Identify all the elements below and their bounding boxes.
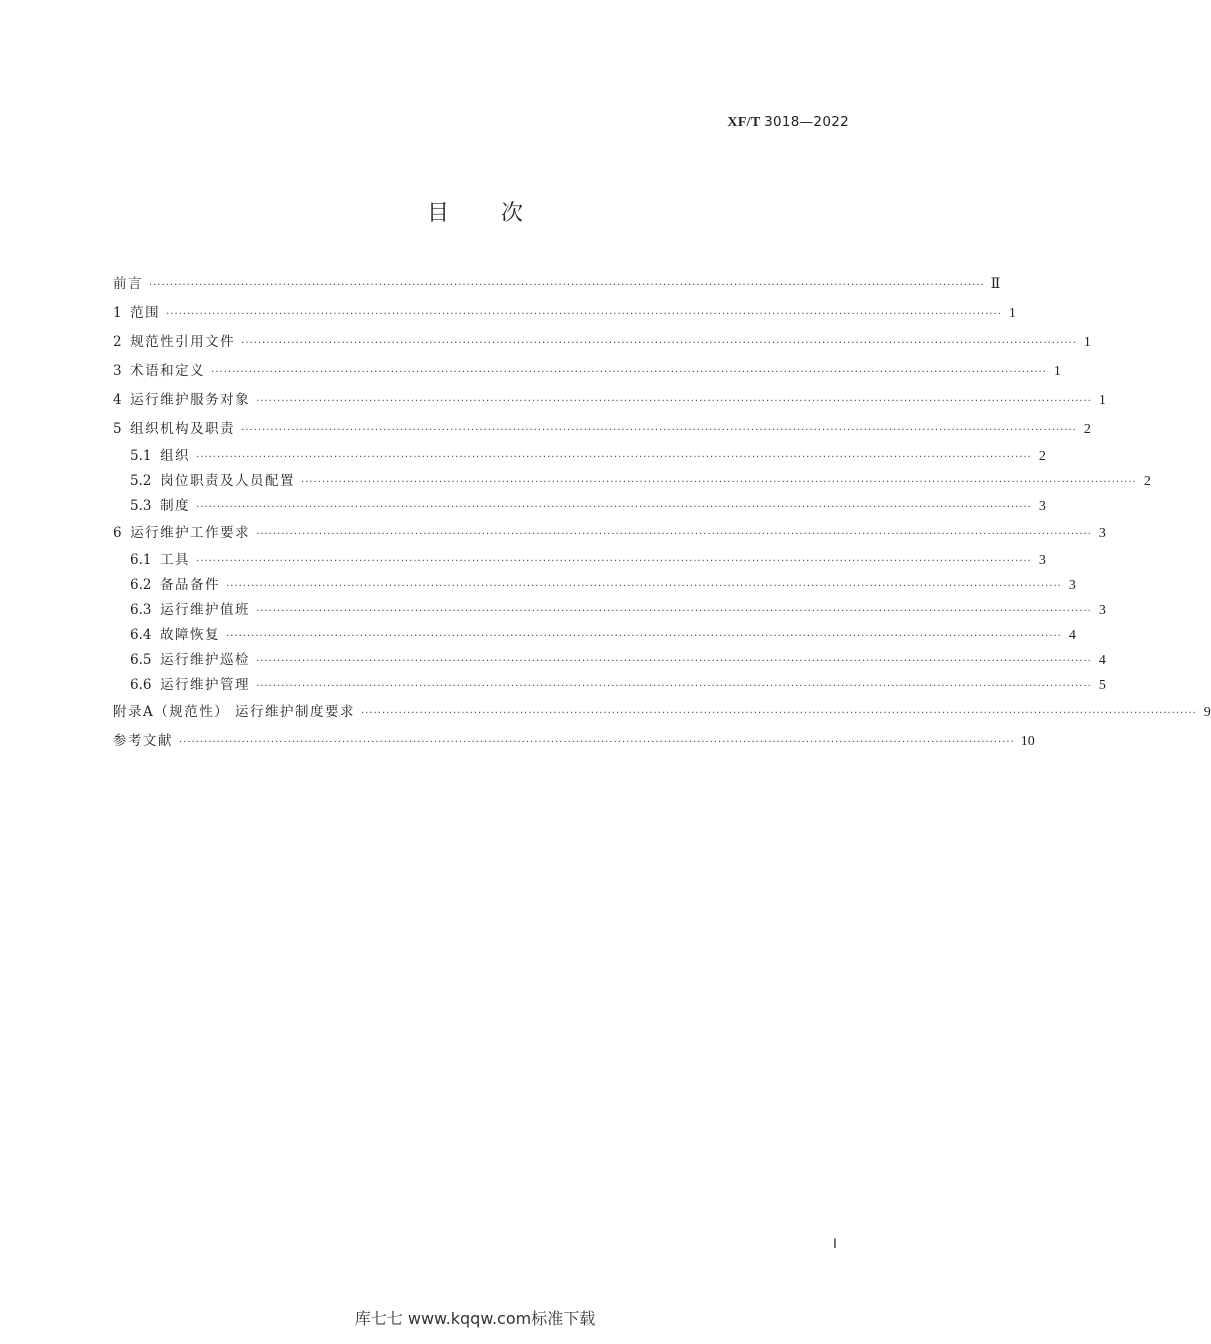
toc-leader-dots: ········································································································································································································: [301, 477, 1137, 488]
table-of-contents: [113, 270, 1211, 756]
toc-entry-page: 3: [1068, 578, 1076, 593]
toc-entry-page: 5: [1098, 678, 1106, 693]
toc-entry[interactable]: [113, 698, 1211, 727]
toc-leader-dots: ········································································································································································································: [196, 502, 1032, 513]
toc-leader-dots: ········································································································································································································: [149, 280, 985, 291]
toc-entry-label: 备品备件: [160, 577, 221, 593]
toc-leader-dots: ········································································································································································································: [196, 556, 1032, 567]
toc-leader-dots: ········································································································································································································: [241, 338, 1077, 349]
toc-entry[interactable]: [113, 386, 1106, 415]
toc-entry-label: 故障恢复: [160, 627, 221, 643]
toc-leader-dots: ········································································································································································································: [361, 708, 1197, 719]
toc-entry-page: 1: [1008, 306, 1016, 321]
toc-entry-number: 4: [113, 392, 131, 408]
toc-entry-label: 工具: [160, 552, 191, 568]
toc-entry-number: 6: [113, 525, 131, 541]
toc-entry-page: 1: [1098, 393, 1106, 408]
toc-entry[interactable]: [113, 357, 1061, 386]
toc-leader-dots: ········································································································································································································: [241, 425, 1077, 436]
toc-entry-label: 运行维护巡检: [160, 652, 251, 668]
toc-entry-page: 3: [1038, 499, 1046, 514]
toc-entry[interactable]: [113, 444, 1046, 469]
toc-entry-label: 运行维护工作要求: [130, 525, 251, 541]
toc-leader-dots: ········································································································································································································: [179, 737, 1015, 748]
toc-entry-number: 6.3: [130, 602, 161, 618]
toc-entry-page: 3: [1098, 526, 1106, 541]
toc-entry-number: 6.4: [130, 627, 161, 643]
toc-entry-number: 1: [113, 305, 131, 321]
toc-entry-page: 9: [1203, 705, 1211, 720]
toc-entry-number: 5.1: [130, 448, 161, 464]
toc-entry-label: 运行维护服务对象: [130, 392, 251, 408]
toc-entry-label: 运行维护管理: [160, 677, 251, 693]
toc-leader-dots: ········································································································································································································: [256, 529, 1092, 540]
toc-leader-dots: ········································································································································································································: [256, 396, 1092, 407]
toc-leader-dots: ········································································································································································································: [226, 581, 1062, 592]
standard-code-number: 3018—2022: [764, 114, 849, 130]
toc-entry[interactable]: [113, 598, 1106, 623]
toc-entry-number: 3: [113, 363, 131, 379]
page-number: Ⅰ: [833, 1236, 837, 1251]
toc-entry[interactable]: [113, 573, 1076, 598]
toc-entry[interactable]: [113, 623, 1076, 648]
toc-entry-label: 规范性引用文件: [130, 334, 236, 350]
toc-entry[interactable]: [113, 494, 1046, 519]
toc-entry-page: 1: [1053, 364, 1061, 379]
standard-code: [727, 114, 849, 131]
toc-entry-page: 10: [1020, 734, 1035, 749]
toc-entry[interactable]: [113, 415, 1091, 444]
toc-entry-number: 5.2: [130, 473, 161, 489]
toc-leader-dots: ········································································································································································································: [256, 681, 1092, 692]
page-title: [0, 196, 950, 227]
toc-entry-number: 5: [113, 421, 131, 437]
toc-entry-number: 6.5: [130, 652, 161, 668]
toc-entry[interactable]: [113, 727, 1035, 756]
toc-entry-number: 6.2: [130, 577, 161, 593]
toc-leader-dots: ········································································································································································································: [256, 656, 1092, 667]
toc-leader-dots: ········································································································································································································: [196, 452, 1032, 463]
toc-entry-label: 范围: [130, 305, 161, 321]
toc-entry-label: 前言: [113, 276, 143, 292]
toc-entry-number: 6.1: [130, 552, 161, 568]
toc-entry-page: 1: [1083, 335, 1091, 350]
toc-entry[interactable]: [113, 548, 1046, 573]
toc-entry-label: 制度: [160, 498, 191, 514]
toc-entry[interactable]: [113, 328, 1091, 357]
toc-entry-page: 2: [1038, 449, 1046, 464]
toc-entry-page: Ⅱ: [990, 276, 1001, 292]
toc-entry-page: 4: [1068, 628, 1076, 643]
toc-entry[interactable]: [113, 270, 1001, 299]
toc-leader-dots: ········································································································································································································: [256, 606, 1092, 617]
watermark-text: 库七七 www.kqqw.com标准下载: [354, 1309, 596, 1328]
toc-entry-label: 附录A（规范性） 运行维护制度要求: [113, 704, 356, 720]
toc-entry-page: 3: [1038, 553, 1046, 568]
toc-leader-dots: ········································································································································································································: [226, 631, 1062, 642]
standard-code-prefix: XF/T: [727, 115, 761, 130]
toc-entry[interactable]: [113, 299, 1016, 328]
toc-entry[interactable]: [113, 469, 1151, 494]
toc-entry-page: 3: [1098, 603, 1106, 618]
toc-entry-page: 4: [1098, 653, 1106, 668]
toc-entry-label: 组织: [160, 448, 191, 464]
page-title-right: 次: [501, 201, 524, 226]
toc-entry-number: 2: [113, 334, 131, 350]
toc-entry-label: 参考文献: [113, 733, 173, 749]
toc-entry-number: 5.3: [130, 498, 161, 514]
toc-leader-dots: ········································································································································································································: [211, 367, 1047, 378]
toc-entry[interactable]: [113, 519, 1106, 548]
toc-entry-label: 组织机构及职责: [130, 421, 236, 437]
toc-entry-page: 2: [1083, 422, 1091, 437]
toc-entry[interactable]: [113, 673, 1106, 698]
toc-entry-label: 运行维护值班: [160, 602, 251, 618]
toc-entry-label: 术语和定义: [130, 363, 206, 379]
toc-entry[interactable]: [113, 648, 1106, 673]
toc-entry-label: 岗位职责及人员配置: [160, 473, 296, 489]
toc-leader-dots: ········································································································································································································: [166, 309, 1002, 320]
toc-entry-number: 6.6: [130, 677, 161, 693]
page-title-left: 目: [426, 201, 449, 226]
toc-entry-page: 2: [1143, 474, 1151, 489]
